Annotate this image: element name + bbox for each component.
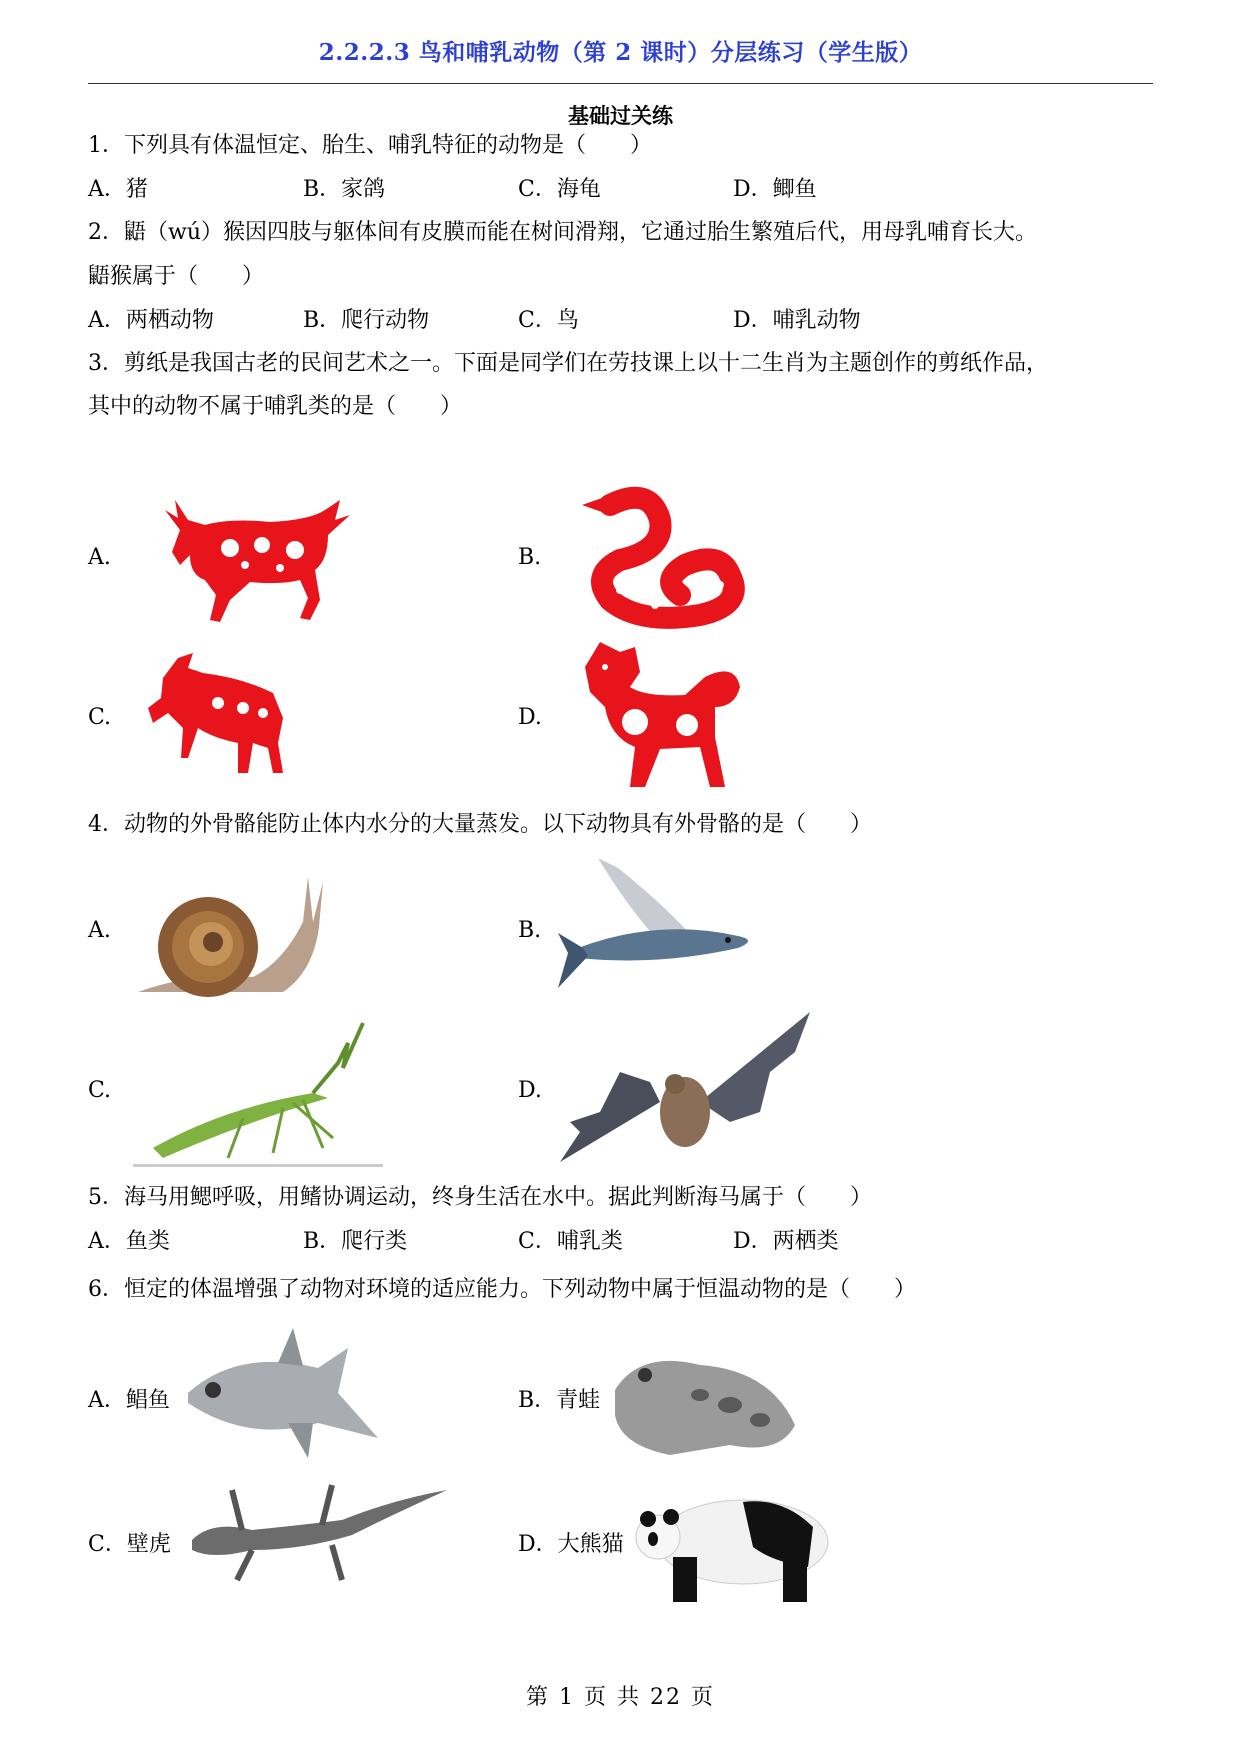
page-footer: 第 1 页 共 22 页 <box>526 1685 715 1710</box>
q6-option-a: A．鲳鱼 <box>88 1388 170 1413</box>
question-4-stem: 4．动物的外骨骼能防止体内水分的大量蒸发。以下动物具有外骨骼的是（ ） <box>88 812 872 837</box>
q2-option-b: B．爬行动物 <box>303 308 430 333</box>
q3-option-c: C. <box>88 705 112 730</box>
q5-option-b: B．爬行类 <box>303 1229 408 1254</box>
q4-option-d: D. <box>518 1078 542 1103</box>
snake-papercut-image <box>580 480 760 630</box>
snail-image <box>133 862 333 1002</box>
q2-option-a: A．两栖动物 <box>88 308 214 333</box>
q1-option-c: C．海龟 <box>518 177 601 202</box>
goat-papercut-image <box>143 648 293 778</box>
q6-option-b: B．青蛙 <box>518 1388 601 1413</box>
q4-option-a: A. <box>88 918 111 943</box>
q1-option-b: B．家鸽 <box>303 177 386 202</box>
q2-option-d: D．哺乳动物 <box>733 308 861 333</box>
q3-option-a: A. <box>88 545 111 570</box>
question-1-stem: 1．下列具有体温恒定、胎生、哺乳特征的动物是（ ） <box>88 133 652 158</box>
gecko-image <box>192 1470 452 1590</box>
q3-option-d: D. <box>518 705 542 730</box>
q1-option-a: A．猪 <box>88 177 148 202</box>
mantis-image <box>133 1018 383 1168</box>
panda-image <box>633 1487 833 1605</box>
q5-option-c: C．哺乳类 <box>518 1229 623 1254</box>
question-5-stem: 5．海马用鳃呼吸，用鳍协调运动，终身生活在水中。据此判断海马属于（ ） <box>88 1185 872 1210</box>
question-6-stem: 6．恒定的体温增强了动物对环境的适应能力。下列动物中属于恒温动物的是（ ） <box>88 1277 916 1302</box>
question-3-stem-line1: 3．剪纸是我国古老的民间艺术之一。下面是同学们在劳技课上以十二生肖为主题创作的剪纸作品， <box>88 351 1049 376</box>
q5-option-a: A．鱼类 <box>88 1229 170 1254</box>
q3-option-b: B. <box>518 545 542 570</box>
question-2-stem-line2: 鼯猴属于（ ） <box>88 264 265 289</box>
q6-option-c: C．壁虎 <box>88 1532 171 1557</box>
question-2-stem-line1: 2．鼯（wú）猴因四肢与躯体间有皮膜而能在树间滑翔，它通过胎生繁殖后代，用母乳哺育长大。 <box>88 220 1038 245</box>
dog-papercut-image <box>575 637 745 792</box>
q6-option-d: D．大熊猫 <box>518 1532 624 1557</box>
q4-option-b: B. <box>518 918 542 943</box>
q2-option-c: C．鸟 <box>518 308 579 333</box>
pomfret-image <box>178 1328 388 1463</box>
q1-option-d: D．鲫鱼 <box>733 177 817 202</box>
bat-image <box>560 1012 810 1172</box>
header-divider <box>88 83 1153 84</box>
ox-papercut-image <box>150 490 360 630</box>
section-title: 基础过关练 <box>568 103 673 128</box>
q4-option-c: C. <box>88 1078 112 1103</box>
q5-option-d: D．两栖类 <box>733 1229 839 1254</box>
document-title: 2.2.2.3 鸟和哺乳动物（第 2 课时）分层练习（学生版） <box>318 39 923 66</box>
question-3-stem-line2: 其中的动物不属于哺乳类的是（ ） <box>88 394 463 419</box>
frog-image <box>610 1345 800 1460</box>
flying-fish-image <box>558 848 768 1008</box>
